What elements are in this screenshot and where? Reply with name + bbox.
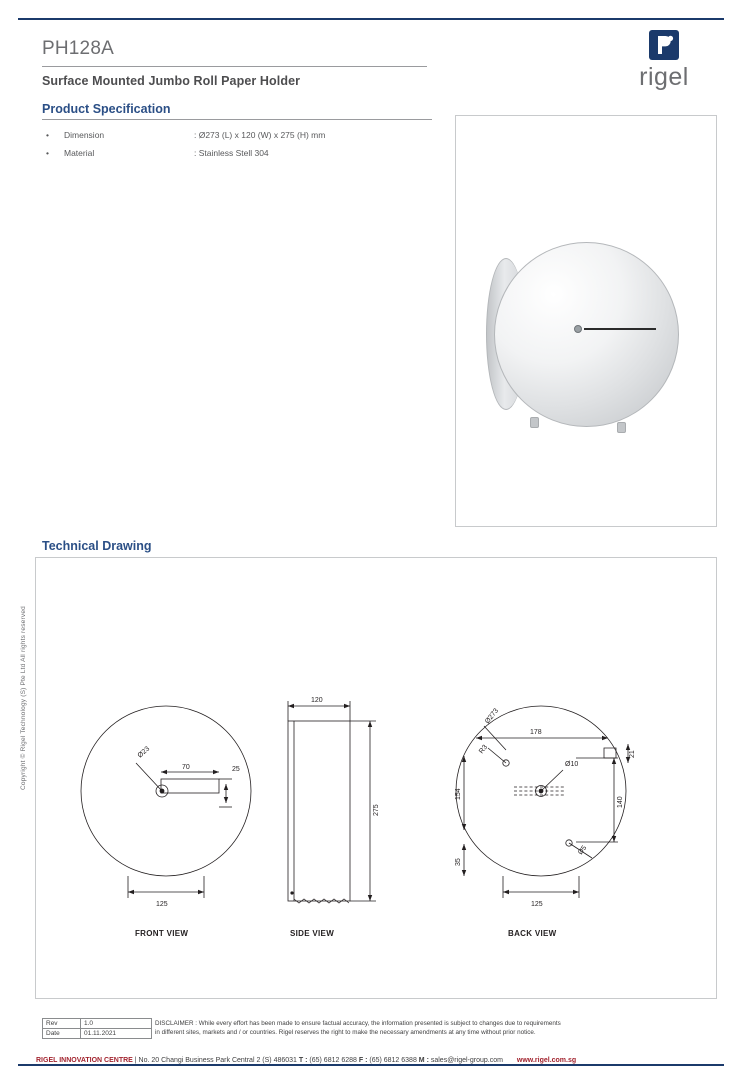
table-row (43, 1029, 152, 1039)
footer-address: | No. 20 Changi Business Park Central 2 (S) 486031 (134, 1057, 297, 1064)
technical-drawing-heading: Technical Drawing (42, 539, 152, 553)
dim-back-top-width: 178 (530, 729, 542, 736)
technical-drawing-svg (36, 558, 716, 998)
lock-icon (574, 325, 582, 333)
product-name: Surface Mounted Jumbo Roll Paper Holder (42, 74, 301, 88)
specification-divider (42, 119, 432, 120)
footer-fax: (65) 6812 6388 (369, 1057, 417, 1064)
dim-back-hole-large: Ø10 (565, 761, 579, 768)
footer-fax-label: F : (358, 1057, 368, 1064)
view-label-back: BACK VIEW (508, 929, 557, 938)
product-image-panel (455, 115, 717, 527)
dim-front-slot-width: 70 (182, 764, 190, 771)
dim-back-radius: R3 (478, 743, 490, 756)
bullet-icon: • (46, 130, 49, 140)
dim-back-inner-height: 140 (617, 796, 624, 808)
spec-row (42, 129, 432, 141)
revision-table (42, 1018, 152, 1039)
rev-label: Rev (43, 1019, 81, 1029)
product-specification-section (42, 102, 432, 165)
disclaimer-title: DISCLAIMER : (155, 1020, 197, 1027)
view-label-side: SIDE VIEW (290, 929, 335, 938)
spec-label: Material (64, 148, 95, 158)
dim-front-diameter: Ø23 (136, 745, 152, 760)
rigel-r-mark-icon (649, 30, 679, 60)
product-front-cover (494, 242, 679, 427)
specification-heading: Product Specification (42, 102, 171, 116)
product-foot-right (617, 422, 626, 433)
footer-company: RIGEL INNOVATION CENTRE (36, 1057, 133, 1064)
footer-tel-label: T : (298, 1057, 308, 1064)
disclaimer-line2: in different sites, markets and / or countries. Rigel reserves the right to make the necessary amendments at any time without prior notice. (155, 1029, 536, 1036)
dim-back-hole-small: Ø5 (577, 844, 589, 857)
disclaimer (155, 1019, 715, 1037)
dim-front-base: 125 (156, 901, 168, 908)
date-value: 01.11.2021 (81, 1029, 152, 1039)
bullet-icon: • (46, 148, 49, 158)
page-title: PH128A (42, 38, 114, 59)
dim-back-base: 125 (531, 901, 543, 908)
view-label-front: FRONT VIEW (135, 929, 189, 938)
top-divider (18, 18, 724, 20)
spec-value: : Stainless Stell 304 (194, 148, 269, 158)
footer-tel: (65) 6812 6288 (309, 1057, 357, 1064)
side-copyright: Copyright © Rigel Technology (S) Pte Ltd All rights reserved (20, 606, 27, 790)
product-photo (486, 242, 686, 442)
footer (36, 1057, 722, 1064)
product-slot (584, 328, 656, 330)
title-divider (42, 66, 427, 67)
rev-value: 1.0 (81, 1019, 152, 1029)
technical-drawing-panel (35, 557, 717, 999)
dim-side-width: 120 (311, 697, 323, 704)
brand-name: rigel (639, 63, 689, 91)
product-foot-left (530, 417, 539, 428)
date-label: Date (43, 1029, 81, 1039)
spec-label: Dimension (64, 130, 105, 140)
dim-back-left-height: 154 (455, 788, 462, 800)
bottom-divider (18, 1064, 724, 1066)
spec-value: : Ø273 (L) x 120 (W) x 275 (H) mm (194, 130, 326, 140)
dim-back-diameter: Ø273 (484, 707, 501, 726)
brand-logo (624, 30, 704, 92)
footer-website[interactable]: www.rigel.com.sg (516, 1057, 577, 1064)
dim-side-height: 275 (373, 804, 380, 816)
table-row (43, 1019, 152, 1029)
dim-back-right-height: 21 (629, 750, 636, 758)
footer-email[interactable]: sales@rigel-group.com (430, 1057, 503, 1064)
dim-back-bottom-offset: 35 (455, 858, 462, 866)
footer-mail-label: M : (418, 1057, 429, 1064)
disclaimer-line1: While every effort has been made to ensure factual accuracy, the information presented is subject to changes due to requirements (198, 1020, 561, 1027)
dim-front-slot-offset: 25 (232, 766, 240, 773)
spec-row (42, 147, 432, 159)
